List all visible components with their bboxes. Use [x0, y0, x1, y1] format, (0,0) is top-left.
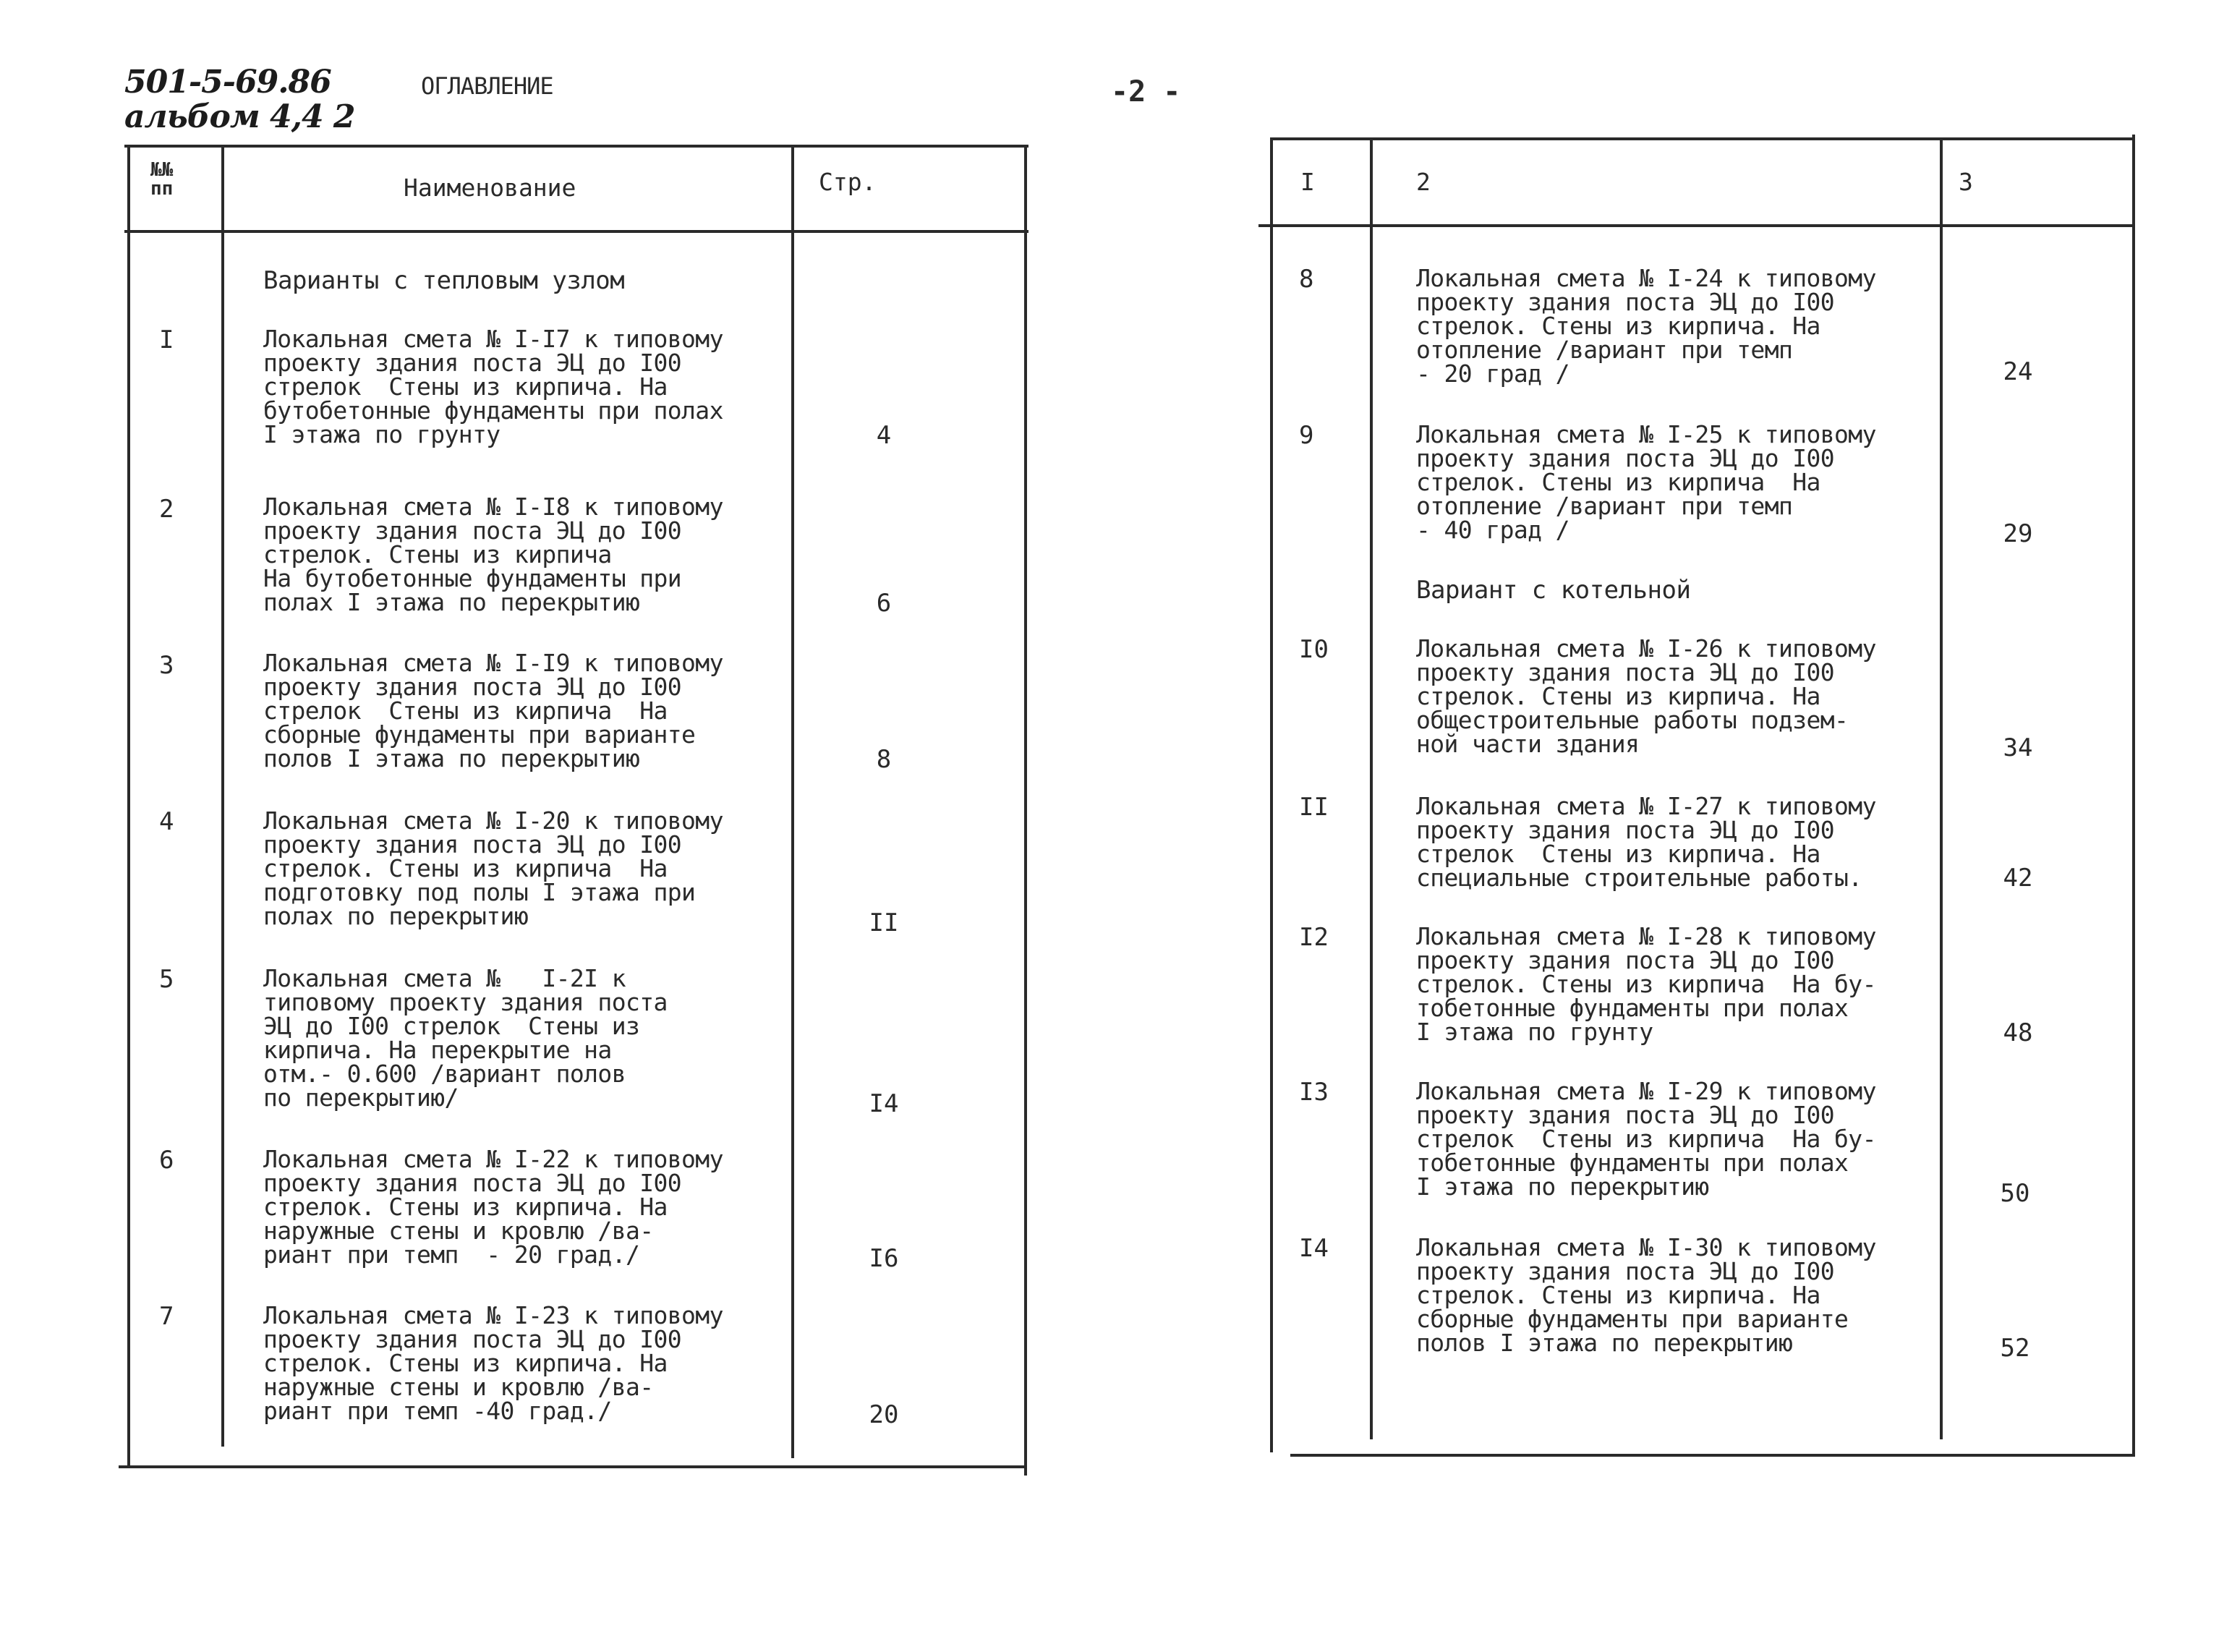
row-description: Локальная смета № I-22 к типовому проекту здания поста ЭЦ до I00 стрелок. Стены из кирпича. На наружные стены и кровлю /ва- риант при темп - 20 град./ — [263, 1145, 723, 1269]
left-table-col-divider-2 — [791, 145, 794, 1458]
row-number: 6 — [159, 1146, 174, 1175]
left-table-bottom-border — [119, 1465, 1026, 1468]
row-number: 5 — [159, 965, 174, 994]
left-header-no: №№ пп — [150, 159, 174, 200]
left-table-top-border — [124, 145, 1028, 148]
row-page: 20 — [869, 1400, 899, 1429]
row-description: Локальная смета № I-2I к типовому проекту здания поста ЭЦ до I00 стрелок Стены из кирпича. На перекрытие на отм.- 0.600 /вариант полов по перекрытию/ — [263, 964, 668, 1112]
row-page: 6 — [876, 589, 892, 618]
row-description: Локальная смета № I-25 к типовому проекту здания поста ЭЦ до I00 стрелок. Стены из кирпича На отопление /вариант при темп - 40 град / — [1416, 420, 1876, 544]
row-page: 29 — [2003, 519, 2033, 548]
row-description: Локальная смета № I-26 к типовому проекту здания поста ЭЦ до I00 стрелок. Стены из кирпича. На общестроительные работы подзем- ной части здания — [1416, 634, 1876, 758]
right-table-top-border — [1270, 137, 2132, 140]
left-table-col-divider-1 — [221, 145, 224, 1447]
row-page: 4 — [876, 421, 892, 450]
album-number-handwritten: альбом 4,4 2 — [124, 98, 355, 135]
right-table-col-divider-2 — [1940, 137, 1943, 1439]
right-header-col-1: I — [1300, 168, 1315, 196]
left-table-right-border — [1024, 145, 1027, 1476]
right-table-right-border — [2132, 135, 2135, 1454]
page-number: -2 - — [1111, 75, 1181, 108]
left-section-heading: Варианты с тепловым узлом — [263, 266, 625, 295]
row-description: Локальная смета № I-I8 к типовому проекту здания поста ЭЦ до I00 стрелок. Стены из кирпича На бутобетонные фундаменты при полах I этажа по перекрытию — [263, 493, 723, 616]
row-description: Локальная смета № I-30 к типовому проекту здания поста ЭЦ до I00 стрелок. Стены из кирпича. На сборные фундаменты при варианте полов I этажа по перекрытию — [1416, 1233, 1876, 1357]
row-number: I2 — [1299, 923, 1329, 952]
row-number: 4 — [159, 807, 174, 836]
right-section-heading: Вариант с котельной — [1416, 576, 1691, 605]
row-description: Локальная смета № I-27 к типовому проекту здания поста ЭЦ до I00 стрелок Стены из кирпича. На специальные строительные работы. — [1416, 792, 1876, 892]
row-description: Локальная смета № I-28 к типовому проекту здания поста ЭЦ до I00 стрелок. Стены из кирпича На бу- тобетонные фундаменты при полах I этажа по грунту — [1416, 922, 1876, 1046]
left-table-left-border — [127, 145, 130, 1465]
row-number: 2 — [159, 495, 174, 524]
row-page: I4 — [869, 1089, 899, 1118]
row-description: Локальная смета № I-24 к типовому проекту здания поста ЭЦ до I00 стрелок. Стены из кирпича. На отопление /вариант при темп - 20 град / — [1416, 264, 1876, 388]
row-description: Локальная смета № I-23 к типовому проекту здания поста ЭЦ до I00 стрелок. Стены из кирпича. На наружные стены и кровлю /ва- риант при темп -40 град./ — [263, 1301, 723, 1425]
right-table-bottom-border — [1290, 1454, 2135, 1457]
page-title: ОГЛАВЛЕНИЕ — [421, 72, 553, 100]
row-description: Локальная смета № I-I9 к типовому проекту здания поста ЭЦ до I00 стрелок Стены из кирпича На сборные фундаменты при варианте полов I этажа по перекрытию — [263, 649, 723, 772]
right-table-col-divider-1 — [1370, 137, 1373, 1439]
row-number: I0 — [1299, 635, 1329, 664]
row-number: I4 — [1299, 1234, 1329, 1263]
row-number: II — [1299, 793, 1329, 822]
row-number: 3 — [159, 651, 174, 680]
left-table-header-divider — [124, 230, 1028, 233]
left-header-name: Наименование — [404, 174, 576, 202]
row-page: 8 — [876, 745, 892, 774]
row-number: I — [159, 325, 174, 354]
right-table-left-border — [1270, 137, 1273, 1452]
row-page: I6 — [869, 1244, 899, 1273]
row-number: 9 — [1299, 421, 1314, 450]
row-page: 42 — [2003, 864, 2033, 893]
row-page: 24 — [2003, 357, 2033, 386]
row-page: 34 — [2003, 733, 2033, 762]
row-description: Локальная смета № I-20 к типовому проекту здания поста ЭЦ до I00 стрелок. Стены из кирпича На подготовку под полы I этажа при полах по перекрытию — [263, 806, 723, 930]
row-description: Локальная смета № I-29 к типовому проекту здания поста ЭЦ до I00 стрелок Стены из кирпича На бу- тобетонные фундаменты при полах I этажа по перекрытию — [1416, 1077, 1876, 1201]
row-number: 7 — [159, 1302, 174, 1331]
document-code-handwritten: 501-5-69.86 — [124, 64, 331, 101]
row-page: 52 — [2000, 1334, 2030, 1363]
row-page: 50 — [2000, 1179, 2030, 1208]
row-page: 48 — [2003, 1018, 2033, 1047]
right-table-header-divider — [1258, 224, 2135, 227]
left-header-page: Стр. — [819, 168, 877, 196]
row-number: 8 — [1299, 265, 1314, 294]
right-header-col-3: 3 — [1959, 168, 1973, 196]
row-page: II — [869, 908, 899, 937]
row-description: Локальная смета № I-I7 к типовому проекту здания поста ЭЦ до I00 стрелок Стены из кирпича. На бутобетонные фундаменты при полах I этажа по грунту — [263, 325, 723, 448]
right-header-col-2: 2 — [1416, 168, 1431, 196]
row-number: I3 — [1299, 1078, 1329, 1107]
